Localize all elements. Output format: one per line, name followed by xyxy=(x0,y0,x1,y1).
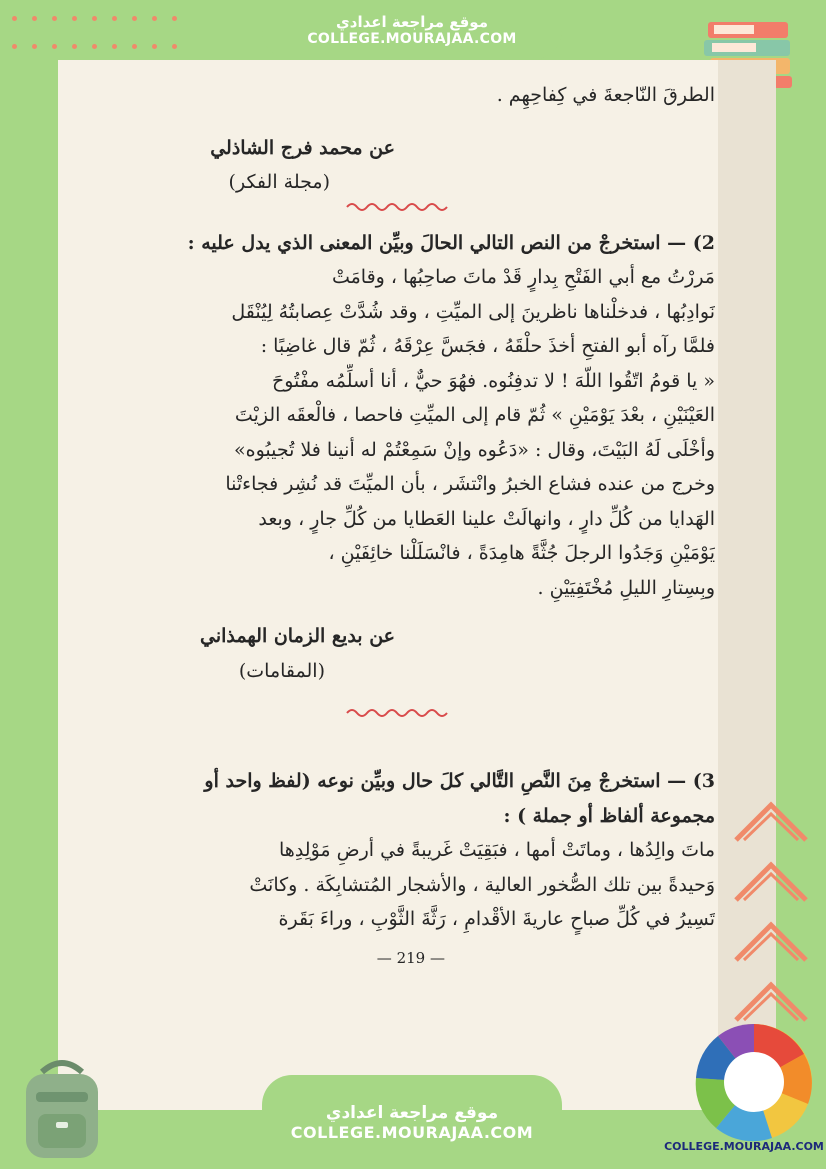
text-line: « يا قومُ اتّقُوا اللّهَ ! لا تدفِنُوه. فهُوَ حيٌّ ، أنا أسلِّمُه مفْتُوحَ xyxy=(271,369,715,392)
education-wheel-logo xyxy=(694,1022,814,1142)
text-line: فلمَّا رآه أبو الفتحِ أخذَ حلْقَهُ ، فجَسَّ عِرْقَهُ ، ثُمّ قال غاضِبًا : xyxy=(260,335,715,357)
decorative-dots xyxy=(12,14,192,54)
attribution-author: عن محمد فرج الشاذلي xyxy=(210,136,395,159)
footer-tab xyxy=(262,1075,562,1169)
question-3-cont: مجموعة ألفاظ أو جملة ) : xyxy=(503,804,715,827)
chevron-up-icon xyxy=(726,970,816,1030)
text-line: وخرج من عنده فشاع الخبرُ وانْتشَر ، بأن الميِّتَ قد نُشِر فجاءتْنا xyxy=(225,473,715,495)
text-line: الهَدايا من كُلِّ دارٍ ، وانهالَتْ علينا العَطايا من كُلِّ جارٍ ، وبعد xyxy=(258,507,715,530)
page-number: — 219 — xyxy=(376,948,445,967)
text-line: وَحيدةً بين تلك الصُّخور العالية ، والأشجار المُتشابِكَة . وكانَتْ xyxy=(249,873,715,896)
header-tab xyxy=(262,0,562,60)
chevron-up-icon xyxy=(726,910,816,970)
question-2: 2) — استخرجْ من النص التالي الحالَ وبيِّن المعنى الذي يدل عليه : xyxy=(187,231,715,254)
attribution-source: (مجلة الفكر) xyxy=(228,171,330,193)
text-line: تَسِيرُ في كُلِّ صباحٍ عاريةَ الأقْدامِ ، رَثَّةَ الثَّوْبِ ، وراءَ بَقَرة xyxy=(278,908,715,930)
question-3: 3) — استخرجْ مِنَ النَّصِ التَّالي كلَ حال وبيِّن نوعه (لفظ واحد أو xyxy=(204,770,715,792)
text-line: العَيْنَيْنِ ، بعْدَ يَوْمَيْنِ » ثُمّ قام إلى الميِّتِ فاحصا ، فالْعقَه الزيْتَ xyxy=(234,404,715,426)
text-line: ماتَ والِدُها ، وماتَتْ أمها ، فبَقِيَتْ غَريبةً في أرضِ مَوْلِدِها xyxy=(279,839,715,861)
site-name-ar: موقع مراجعة اعدادي xyxy=(336,13,488,31)
chevron-up-icon xyxy=(726,850,816,910)
text-line: وأخْلَى لَهُ البَيْتَ، وقال : «دَعُوه وإنْ سَمِعْتُمْ له أنينا فلا تُجيبُوه» xyxy=(234,438,715,461)
site-url[interactable]: COLLEGE.MOURAJAA.COM xyxy=(307,31,517,47)
chevron-up-icon xyxy=(726,790,816,850)
divider-squiggle xyxy=(85,706,715,722)
attribution-author: عن بديع الزمان الهمذاني xyxy=(200,625,395,647)
backpack-icon xyxy=(12,1052,112,1162)
logo-url-text: COLLEGE.MOURAJAA.COM xyxy=(664,1140,824,1153)
text-line: نَوادِبُها ، فدخلْناها ناظرينَ إلى الميِّتِ ، وقد شُدَّتْ عِصابتُهُ لِيُنْقَل xyxy=(231,300,715,323)
text-line: مَررْتُ مع أبي الفَتْحِ بِدارٍ قَدْ ماتَ صاحِبُها ، وقامَتْ xyxy=(331,266,715,288)
site-name-ar: موقع مراجعة اعدادي xyxy=(325,1102,499,1123)
divider-squiggle xyxy=(85,200,715,216)
text-line: الطرقَ النّاجعةَ في كِفاحِهِم . xyxy=(496,84,715,106)
site-url[interactable]: COLLEGE.MOURAJAA.COM xyxy=(290,1122,534,1142)
attribution-source: (المقامات) xyxy=(238,659,325,682)
text-content xyxy=(85,78,715,975)
text-line: يَوْمَيْنِ وَجَدُوا الرجلَ جُثَّةً هامِدَةً ، فانْسَلَلْنا خائِفَيْنِ ، xyxy=(328,542,715,564)
left-border xyxy=(0,0,58,1169)
text-line: وبِسِتارِ الليلِ مُخْتَفِيَيْنِ . xyxy=(537,576,715,599)
